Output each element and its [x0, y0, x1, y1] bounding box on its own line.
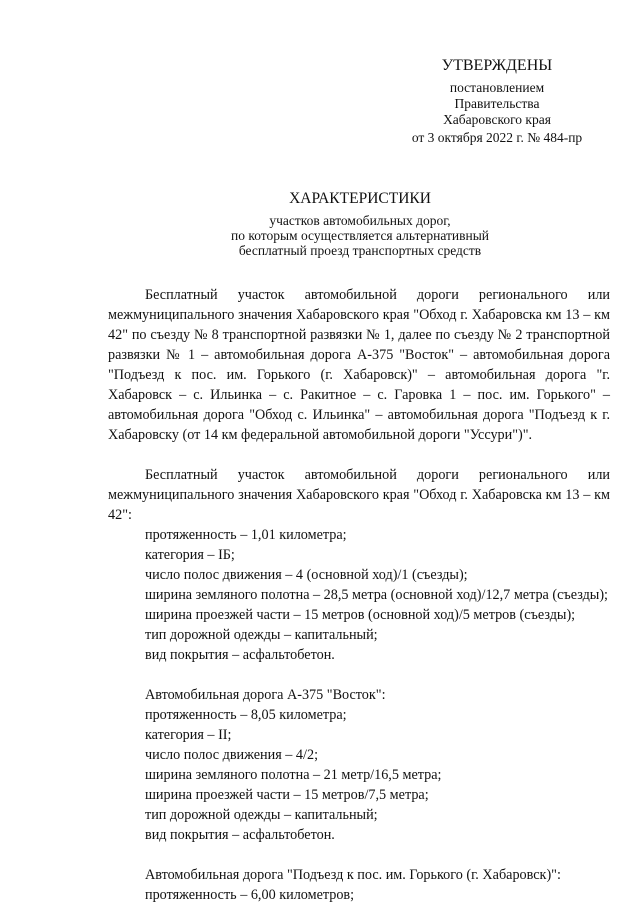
section-gorkogo [108, 865, 610, 905]
approval-date-line: от 3 октября 2022 г. № 484-пр [411, 130, 583, 145]
characteristic-item: тип дорожной одежды – капитальный; [145, 807, 378, 823]
characteristic-item: тип дорожной одежды – капитальный; [145, 627, 378, 643]
document-title: ХАРАКТЕРИСТИКИ [289, 190, 431, 207]
section-obhod [108, 465, 610, 665]
approval-line: постановлением [449, 80, 545, 95]
approval-line: Правительства [454, 96, 540, 111]
characteristic-item: категория – II; [145, 727, 232, 743]
characteristic-item: ширина земляного полотна – 28,5 метра (основной ход)/12,7 метра (съезды); [145, 587, 608, 603]
document-subtitle-line: участков автомобильных дорог, [269, 213, 451, 228]
section-heading: Автомобильная дорога А-375 "Восток": [145, 687, 386, 703]
intro-paragraph: Бесплатный участок автомобильной дороги регионального или межмуниципального значения Хабаровского края "Обход г. Хабаровска км 13 – км 42" по съезду № 8 транспортной развязки № 1, далее по съезду № 2 транспортной развязки № 1 – автомобильная дорога А-375 "Восток" – автомобильная дорога "Подъезд к пос. им. Горького (г. Хабаровск)" – автомобильная дорога "г. Хабаровск – с. Ильинка – с. Ракитное – с. Гаровка 1 – пос. им. Горького" – автомобильная дорога "Обход с. Ильинка" – автомобильная дорога "Подъезд к г. Хабаровску (от 14 км федеральной автомобильной дороги "Уссури")". [108, 287, 610, 443]
characteristic-item: вид покрытия – асфальтобетон. [145, 827, 335, 843]
document-title-block [110, 189, 610, 258]
characteristic-item: категория – IБ; [145, 547, 235, 563]
characteristic-item: ширина земляного полотна – 21 метр/16,5 метра; [145, 767, 442, 783]
characteristic-item: протяженность – 6,00 километров; [145, 887, 355, 903]
approval-block [390, 56, 604, 146]
characteristic-item: вид покрытия – асфальтобетон. [145, 647, 335, 663]
characteristic-item: число полос движения – 4 (основной ход)/1 (съезды); [145, 567, 468, 583]
document-subtitle-line: бесплатный проезд транспортных средств [238, 243, 482, 258]
characteristic-item: протяженность – 1,01 километра; [145, 527, 347, 543]
section-a375 [108, 685, 610, 845]
characteristic-item: ширина проезжей части – 15 метров/7,5 метра; [145, 787, 429, 803]
characteristic-item: протяженность – 8,05 километра; [145, 707, 347, 723]
document-body [108, 285, 610, 905]
section-heading: Автомобильная дорога "Подъезд к пос. им. Горького (г. Хабаровск)": [145, 867, 561, 883]
document-subtitle-line: по которым осуществляется альтернативный [230, 228, 490, 243]
section-heading: Бесплатный участок автомобильной дороги регионального или межмуниципального значения Хабаровского края "Обход г. Хабаровска км 13 – км 42": [108, 467, 610, 523]
approval-line: Хабаровского края [443, 112, 551, 127]
characteristic-item: число полос движения – 4/2; [145, 747, 319, 763]
approval-heading: УТВЕРЖДЕНЫ [441, 57, 553, 74]
characteristic-item: ширина проезжей части – 15 метров (основной ход)/5 метров (съезды); [145, 607, 576, 623]
